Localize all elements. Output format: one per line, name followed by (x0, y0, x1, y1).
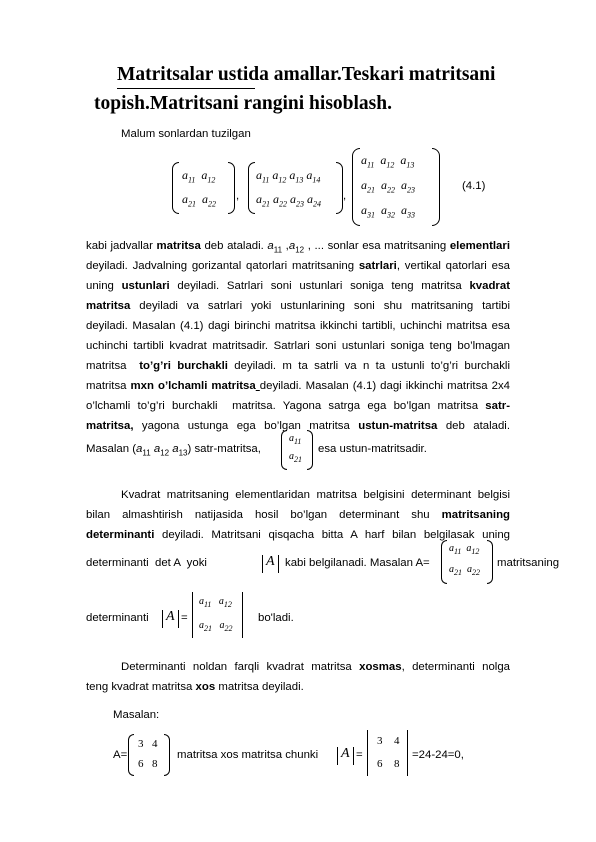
matrix-cell: $a_{22}$ (202, 192, 216, 209)
det-cell: 3 (377, 735, 383, 747)
matrix-2x4: $a_{11}$ $a_{12}$ $a_{13}$ $a_{14}$ $a_{21}$ $a_{22}$ $a_{23}$ $a_{24}$ (248, 162, 348, 214)
page-title-line2 (94, 93, 392, 115)
equals: = (181, 612, 188, 624)
matrix-cell: $a_{12}$ (201, 168, 216, 185)
example-line: Masalan ($a_{11}$ $a_{12}$ $a_{13}$) satr-matritsa, (86, 443, 261, 458)
right-paren (164, 734, 170, 776)
page-title-line1 (117, 64, 495, 86)
para3-line-1: Determinanti noldan farqli kvadrat matritsa xosmas, determinanti nolga (121, 661, 510, 673)
title-text-2: topish.Matritsani rangini hisoblash. (94, 93, 392, 114)
example-line-end: esa ustun-matritsadir. (318, 443, 427, 455)
right-paren (336, 162, 343, 214)
matrix-cell: 8 (152, 758, 158, 770)
example-middle: matritsa xos matritsa chunki (177, 749, 319, 761)
para1-line-3: uning ustunlari deyiladi. Satrlari soni ustunlari soniga teng matritsa kvadrat (86, 280, 510, 292)
para1-line-10: matritsa, yagona ustunga ega bo’lgan matritsa ustun-matritsa deb ataladi. (86, 420, 510, 432)
para2-line-1: Kvadrat matritsaning elementlaridan matritsa belgisini determinant belgisi (121, 489, 510, 501)
left-paren (352, 148, 360, 226)
right-paren (228, 162, 235, 214)
left-paren (172, 162, 179, 214)
para1-line-5: deyiladi. Masalan (4.1) dagi birinchi matritsa ikkinchi tartibli, uchinchi matritsa esa (86, 320, 510, 332)
title-underline (117, 88, 255, 89)
determinant-2x2: $a_{11}$ $a_{12}$ $a_{21}$ $a_{22}$ (192, 592, 248, 640)
det-cell: 8 (394, 758, 400, 770)
intro-text: Malum sonlardan tuzilgan (121, 128, 251, 140)
para1-line-6: uchinchi tartibli kvadrat matritsadir. Satrlari soni ustunlari soniga teng bo’lmagan (86, 340, 510, 352)
para2-line-3: determinanti deyiladi. Matritsani qisqacha bitta A harf bilan belgilasak uning (86, 529, 510, 541)
matrix-cell: $a_{11}$ (182, 168, 196, 185)
matrix-cell: 4 (152, 738, 158, 750)
det-line-end: matritsaning (497, 557, 560, 569)
comma: , (236, 190, 240, 202)
para1-line-7: matritsa to’g’ri burchakli deyiladi. m ta satrli va n ta ustunli to’g’ri burchakli (86, 360, 510, 372)
para3-line-2: teng kvadrat matritsa xos matritsa deyiladi. (86, 681, 304, 693)
title-text-1: Matritsalar ustida amallar.Teskari matritsani (117, 64, 496, 85)
matrix-cell: 3 (138, 738, 144, 750)
equals-2: = (356, 749, 363, 761)
comma: , (343, 190, 347, 202)
equation-label: (4.1) (462, 180, 486, 192)
matrix-cell: 6 (138, 758, 144, 770)
para2-line-2: bilan almashtirish natijasida hosil bo’lgan determinant shu matritsaning (86, 509, 510, 521)
para1-line-4: matritsa deyiladi va satrlari yoki ustunlarining soni shu matritsaning tartibi (86, 300, 510, 312)
left-paren (248, 162, 255, 214)
det-line-middle: kabi belgilanadi. Masalan A= (285, 557, 430, 569)
column-vector: $a_{11}$ $a_{21}$ (281, 430, 313, 470)
det-cell: 6 (377, 758, 383, 770)
example-a: A= (113, 749, 128, 761)
right-paren (307, 430, 313, 470)
para1-line-1: kabi jadvallar matritsa deb ataladi. $a_{11}$ $,a_{12}$ , ... sonlar esa matritsaning elementlari (86, 240, 510, 255)
right-paren (487, 540, 493, 584)
para1-line-9: o’lchamli to’g’ri burchakli matritsa. Yagona satrga ega bo’lgan matritsa satr- (86, 400, 510, 412)
numeric-determinant (367, 730, 413, 778)
left-paren (441, 540, 447, 584)
det-line-start: determinanti det A yoki (86, 557, 207, 569)
example-label: Masalan: (113, 709, 160, 721)
matrix-3x3: $a_{11}$ $a_{12}$ $a_{13}$ $a_{21}$ $a_{22}$ $a_{23}$ $a_{31}$ $a_{32}$ $a_{33}$ (352, 148, 442, 226)
example-result: =24-24=0, (412, 749, 464, 761)
left-paren (281, 430, 287, 470)
det-cell: 4 (394, 735, 400, 747)
det-line2-start: determinanti (86, 612, 149, 624)
matrix-2x2 (172, 162, 242, 214)
det-line2-end: bo'ladi. (258, 612, 294, 624)
right-paren (432, 148, 440, 226)
matrix-a-2x2: $a_{11}$ $a_{12}$ $a_{21}$ $a_{22}$ (441, 540, 495, 584)
para1-line-2: deyiladi. Jadvalning gorizantal qatorlari matritsaning satrlari, vertikal qatorlari esa (86, 260, 510, 272)
left-paren (128, 734, 134, 776)
matrix-cell: $a_{21}$ (182, 192, 196, 209)
para1-line-8: matritsa mxn o’lchamli matritsa deyiladi. Masalan (4.1) dagi ikkinchi matritsa 2x4 (86, 380, 511, 392)
numeric-matrix (128, 734, 172, 776)
